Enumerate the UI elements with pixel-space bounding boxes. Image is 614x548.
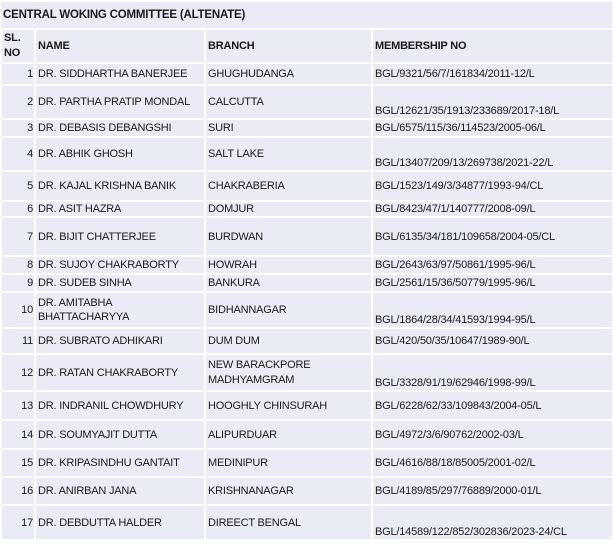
title-row [1, 1, 613, 29]
name-cell: DR. SOUMYAJIT DUTTA [35, 420, 205, 449]
name-cell: DR. ANIRBAN JANA [35, 477, 205, 505]
sl-cell: 2 [1, 85, 35, 119]
table-row [1, 505, 613, 540]
sl-cell: 9 [1, 274, 35, 292]
name-cell: DR. SIDDHARTHA BANERJEE [35, 63, 205, 85]
header-name: NAME [35, 29, 205, 63]
branch-cell: SURI [205, 119, 372, 137]
sl-cell: 1 [1, 63, 35, 85]
sl-cell: 8 [1, 256, 35, 274]
table-row [1, 256, 613, 274]
sl-cell: 4 [1, 137, 35, 171]
sl-cell: 6 [1, 201, 35, 217]
table-row [1, 449, 613, 477]
branch-cell: ALIPURDUAR [205, 420, 372, 449]
membership-cell: BGL/1864/28/34/41593/1994-95/L [372, 292, 613, 328]
membership-cell: BGL/2643/63/97/50861/1995-96/L [372, 256, 613, 274]
name-cell: DR. SUBRATO ADHIKARI [35, 328, 205, 354]
membership-cell: BGL/6575/115/36/114523/2005-06/L [372, 119, 613, 137]
name-cell: DR. DEBASIS DEBANGSHI [35, 119, 205, 137]
sl-cell: 3 [1, 119, 35, 137]
name-cell: DR. ABHIK GHOSH [35, 137, 205, 171]
sl-cell: 5 [1, 171, 35, 201]
name-cell: DR. BIJIT CHATTERJEE [35, 217, 205, 256]
name-cell: DR. DEBDUTTA HALDER [35, 505, 205, 540]
branch-cell: SALT LAKE [205, 137, 372, 171]
name-cell: DR. KAJAL KRISHNA BANIK [35, 171, 205, 201]
membership-cell: BGL/14589/122/852/302836/2023-24/CL [372, 505, 613, 540]
name-cell: DR. PARTHA PRATIP MONDAL [35, 85, 205, 119]
membership-cell: BGL/9321/56/7/161834/2011-12/L [372, 63, 613, 85]
table-title: CENTRAL WOKING COMMITTEE (ALTENATE) [1, 1, 613, 29]
table-row [1, 85, 613, 119]
name-cell: DR. RATAN CHAKRABORTY [35, 354, 205, 391]
header-branch: BRANCH [205, 29, 372, 63]
name-cell: DR. SUDEB SINHA [35, 274, 205, 292]
membership-cell: BGL/2561/15/36/50779/1995-96/L [372, 274, 613, 292]
sl-cell: 10 [1, 292, 35, 328]
membership-cell: BGL/6135/34/181/109658/2004-05/CL [372, 217, 613, 256]
table-row [1, 274, 613, 292]
membership-cell: BGL/4972/3/6/90762/2002-03/L [372, 420, 613, 449]
name-cell: DR. AMITABHA BHATTACHARYYA [35, 292, 205, 328]
branch-cell: MEDINIPUR [205, 449, 372, 477]
branch-cell: CHAKRABERIA [205, 171, 372, 201]
membership-cell: BGL/1523/149/3/34877/1993-94/CL [372, 171, 613, 201]
sl-cell: 14 [1, 420, 35, 449]
membership-cell: BGL/4616/88/18/85005/2001-02/L [372, 449, 613, 477]
branch-cell: BURDWAN [205, 217, 372, 256]
membership-cell: BGL/13407/209/13/269738/2021-22/L [372, 137, 613, 171]
membership-cell: BGL/8423/47/1/140777/2008-09/L [372, 201, 613, 217]
membership-cell: BGL/12621/35/1913/233689/2017-18/L [372, 85, 613, 119]
table-row [1, 137, 613, 171]
name-cell: DR. ASIT HAZRA [35, 201, 205, 217]
header-sl-no: SL. NO [1, 29, 35, 63]
name-cell: DR. SUJOY CHAKRABORTY [35, 256, 205, 274]
table-row [1, 292, 613, 328]
branch-cell: GHUGHUDANGA [205, 63, 372, 85]
sl-cell: 15 [1, 449, 35, 477]
table-row [1, 354, 613, 391]
membership-cell: BGL/6228/62/33/109843/2004-05/L [372, 391, 613, 420]
sl-cell: 11 [1, 328, 35, 354]
branch-cell: DOMJUR [205, 201, 372, 217]
table-row [1, 171, 613, 201]
table-row [1, 391, 613, 420]
branch-cell: BANKURA [205, 274, 372, 292]
membership-cell: BGL/4189/85/297/76889/2000-01/L [372, 477, 613, 505]
name-cell: DR. KRIPASINDHU GANTAIT [35, 449, 205, 477]
sl-cell: 12 [1, 354, 35, 391]
header-row [1, 29, 613, 63]
sl-cell: 7 [1, 217, 35, 256]
table-row [1, 477, 613, 505]
table-row [1, 119, 613, 137]
membership-cell: BGL/3328/91/19/62946/1998-99/L [372, 354, 613, 391]
membership-cell: BGL/420/50/35/10647/1989-90/L [372, 328, 613, 354]
sl-cell: 13 [1, 391, 35, 420]
sl-cell: 16 [1, 477, 35, 505]
table-row [1, 63, 613, 85]
branch-cell: BIDHANNAGAR [205, 292, 372, 328]
table-row [1, 328, 613, 354]
branch-cell: HOWRAH [205, 256, 372, 274]
branch-cell: KRISHNANAGAR [205, 477, 372, 505]
branch-cell: CALCUTTA [205, 85, 372, 119]
header-membership-no: MEMBERSHIP NO [372, 29, 613, 63]
branch-cell: DUM DUM [205, 328, 372, 354]
branch-cell: HOOGHLY CHINSURAH [205, 391, 372, 420]
branch-cell: NEW BARACKPORE MADHYAMGRAM [205, 354, 372, 391]
name-cell: DR. INDRANIL CHOWDHURY [35, 391, 205, 420]
sl-cell: 17 [1, 505, 35, 540]
table-row [1, 217, 613, 256]
table-row [1, 201, 613, 217]
branch-cell: DIREECT BENGAL [205, 505, 372, 540]
table-row [1, 420, 613, 449]
